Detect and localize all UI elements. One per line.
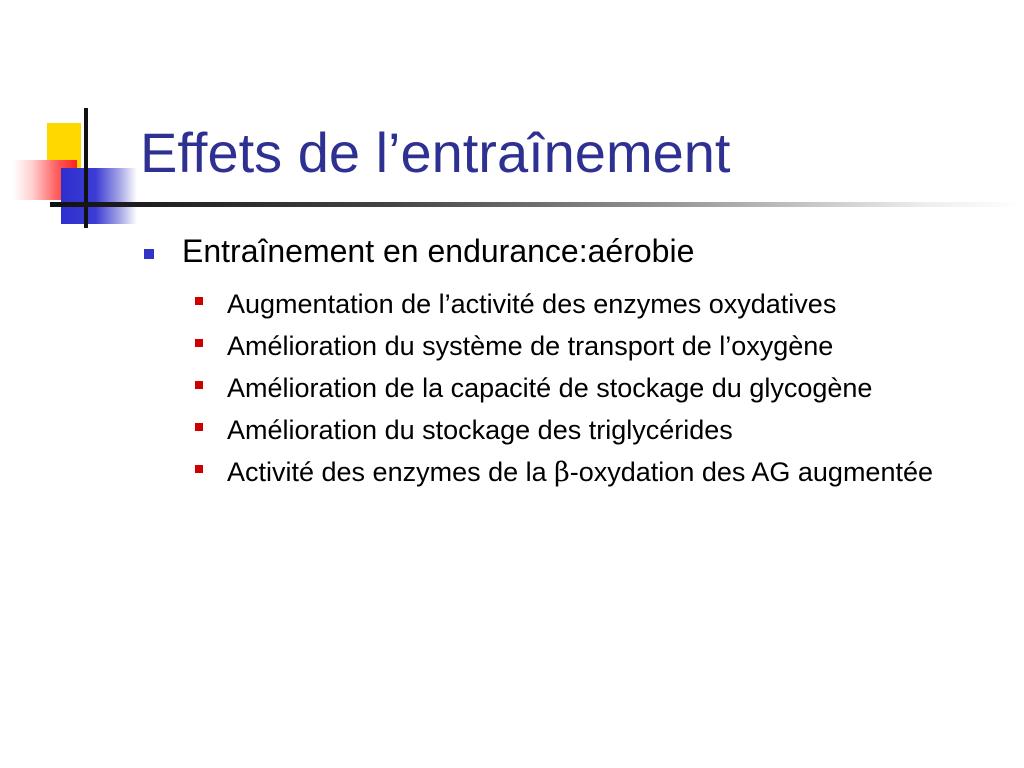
square-bullet-icon <box>195 339 203 347</box>
bullet-text: Entraînement en endurance:aérobie <box>182 233 695 269</box>
sub-bullet-text: Augmentation de l’activité des enzymes oxydatives <box>227 289 837 319</box>
sub-bullet-text: Amélioration de la capacité de stockage du glycogène <box>227 373 873 403</box>
beta-symbol: β <box>554 457 570 488</box>
sub-bullet-item <box>195 412 975 448</box>
square-bullet-icon <box>195 465 203 473</box>
sub-bullet-text: Amélioration du système de transport de l’oxygène <box>227 331 834 361</box>
decorative-vertical-line <box>84 108 88 228</box>
sub-bullet-text-end: -oxydation des AG augmentée <box>569 457 933 487</box>
title-underline <box>50 202 1024 207</box>
sub-bullet-item <box>195 454 975 491</box>
decorative-blue-gradient-square <box>61 168 137 224</box>
sub-bullet-text <box>227 454 975 491</box>
sub-bullet-item <box>195 328 975 364</box>
square-bullet-icon <box>195 423 203 431</box>
square-bullet-icon <box>195 381 203 389</box>
sub-bullet-text: Amélioration du stockage des triglycérides <box>227 415 733 445</box>
sub-bullet-list <box>195 286 975 497</box>
slide-title: Effets de l’entraînement <box>140 121 731 184</box>
sub-bullet-item <box>195 370 975 406</box>
sub-bullet-item <box>195 286 975 322</box>
square-bullet-icon <box>144 249 154 259</box>
square-bullet-icon <box>195 297 203 305</box>
sub-bullet-text-start: Activité des enzymes de la <box>227 457 555 487</box>
